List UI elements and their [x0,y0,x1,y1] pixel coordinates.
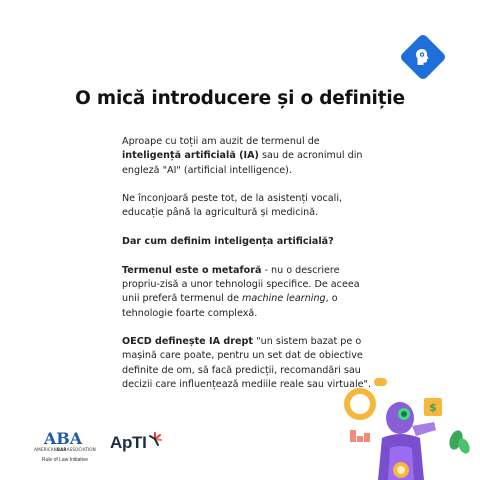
paragraph-metaphor: Termenul este o metaforă - nu o descriere propriu-zisă a unor tehnologii specifice. De aceea unii preferă termenul de machine learning, o tehnologie foarte complexă. [122,264,360,319]
page-title: O mică introducere și o definiție [75,88,405,109]
aba-subtitle: Rule of Law Initiative [41,457,89,463]
body-text [122,135,372,407]
aba-mark [42,430,84,446]
robot-illustration [338,378,480,480]
paragraph-surroundings: Ne înconjoară peste tot, de la asistenți vocali, educație până la agricultură și medicină. [122,193,343,219]
svg-text:$: $ [429,401,437,414]
paragraph-oecd: OECD definește IA drept "un sistem bazat pe o mașină care poate, pentru un set dat de obiective definite de om, să facă predicții, recomandări sau decizii care influențează mediile reale sau virtuale". [122,336,372,391]
svg-text:ABA: ABA [43,430,83,446]
paragraph-intro: Aproape cu toții am auzit de termenul de inteligență artificială (IA) sau de acronimul din engleză "AI" (artificial intelligence). [122,136,363,176]
aba-name: AMERICANBARASSOCIATION [34,448,96,453]
aba-logo [20,430,110,470]
apti-logo: ApTI [110,433,147,452]
head-ai-icon [399,33,447,81]
paragraph-question: Dar cum definim inteligența artificială? [122,236,334,248]
apti-star-icon [148,432,162,446]
